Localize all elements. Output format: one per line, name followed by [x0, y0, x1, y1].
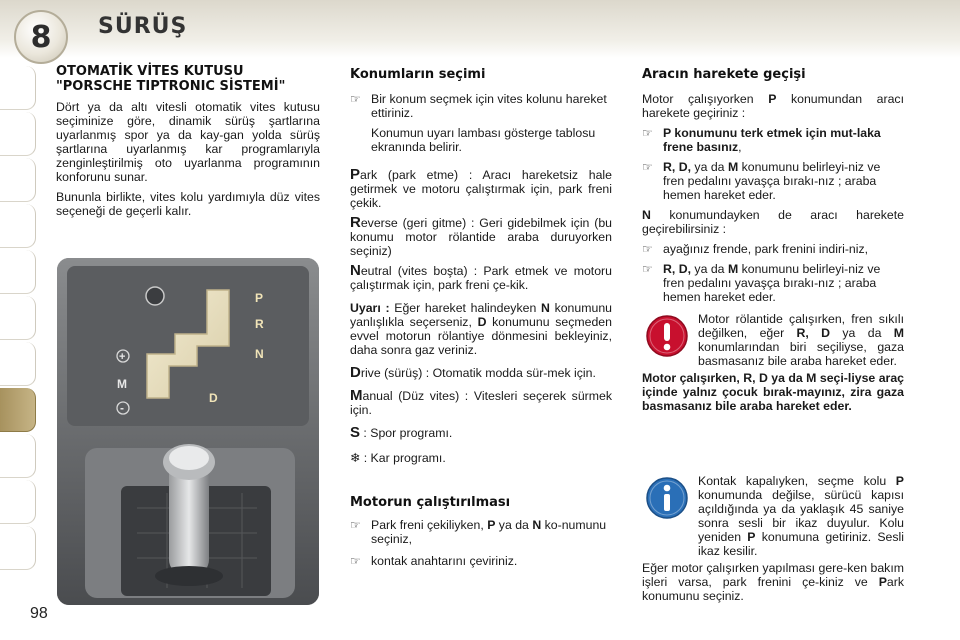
gear-label-m: M — [117, 377, 127, 391]
initial-letter: M — [350, 387, 363, 404]
paragraph-text: : Kar programı. — [360, 451, 446, 465]
key-letter: R, D — [796, 326, 831, 340]
list-item — [642, 160, 904, 202]
key-letter: N — [540, 301, 550, 315]
key-letter: P — [895, 474, 904, 488]
list-item-text: ko-numunu seçiniz, — [371, 518, 607, 546]
chapter-tab[interactable] — [0, 480, 36, 524]
list-item-text: Park freni çekiliyken, — [371, 518, 488, 532]
key-letter: R, D, — [663, 160, 692, 174]
paragraph: Dört ya da altı vitesli otomatik vites kutusu seçiminize göre, dinamik sürüş şartlarına uyarlanmış spor ya da kay-gan yolda sürüş şartlarına uyarlanmış kar programlarıyla zenginleştirilmiş oto uyarlanma programının konforunu sunar. — [56, 100, 320, 184]
initial-letter: D — [350, 364, 361, 381]
gear-selector-illustration — [57, 258, 319, 605]
section-title: Konumların seçimi — [350, 67, 486, 82]
paragraph-text: everse (geri gitme) : Geri gidebilmek için (bu konumu motor rölantide araba duruyorken seçiniz) — [350, 216, 612, 258]
list-item-text: Bir konum seçmek için vites kolunu hareket ettiriniz. — [371, 92, 607, 120]
chapter-tab[interactable] — [0, 112, 36, 156]
gear-label-minus: - — [120, 401, 124, 415]
key-letter: R, D, — [663, 262, 692, 276]
positions-column — [350, 64, 612, 568]
warning-text-part: ya da — [830, 326, 894, 340]
chapter-tab[interactable] — [0, 66, 36, 110]
list-item — [350, 554, 612, 568]
paragraph-text: konumunu seçmeden evvel motorun rölantiye dönmesini bekleyiniz, daha sonra gaz veriniz. — [350, 315, 612, 357]
paragraph-park — [350, 168, 612, 210]
paragraph-snow — [350, 451, 612, 465]
initial-letter: N — [350, 262, 361, 279]
key-letter: P — [747, 530, 756, 544]
paragraph: Bununla birlikte, vites kolu yardımıyla düz vites seçeneği de geçerli kalır. — [56, 190, 320, 218]
info-text-part: konumunda değilse, sürücü kapısı açıldığında ya da yaklaşık 45 saniye sonra sesli bir ikaz duyulur. Kolu yeniden — [698, 488, 904, 544]
warning-lead: Uyarı : — [350, 301, 390, 315]
warning-text — [642, 312, 904, 368]
section-title: Aracın harekete geçişi — [642, 67, 806, 82]
paragraph-text: Motor çalışıyorken — [642, 92, 769, 106]
list-item — [642, 262, 904, 304]
warning-text-part: konumlarından biri seçiliyse, gaza basmasanız bile araba hareket eder. — [698, 340, 904, 368]
info-text-part: konumuna getiriniz. Sesli ikaz kesilir. — [698, 530, 904, 558]
initial-letter: S — [350, 424, 361, 441]
chapter-tab[interactable] — [0, 526, 36, 570]
paragraph: Konumun uyarı lambası gösterge tablosu ekranında belirir. — [371, 126, 596, 154]
warning-bold-text: Motor çalışırken, R, D ya da M seçi-liyse araç içinde yalnız çocuk bırak-mayınız, zira gaza basmasanız bile araba hareket eder. — [642, 371, 904, 413]
chapter-tab[interactable] — [0, 296, 36, 340]
chapter-badge: 8 — [14, 10, 68, 64]
list-item-text: konumunu belirleyi-niz ve fren pedalını yavaşça bırakı-nız ; araba hemen hareket eder. — [663, 160, 881, 202]
key-letter: D — [477, 315, 487, 329]
paragraph-text: konumunu yanlışlıkla seçerseniz, — [350, 301, 612, 329]
paragraph-text: eutral (vites boşta) : Park etmek ve motoru çalıştırmak için, park freni çe-kik. — [350, 264, 612, 292]
initial-letter: P — [350, 166, 361, 183]
pointing-hand-icon: ☞ — [350, 92, 361, 106]
paragraph-text: Eğer hareket halindeyken — [389, 301, 541, 315]
chapter-tab-active[interactable] — [0, 388, 36, 432]
paragraph-text: rive (sürüş) : Otomatik modda sür-mek için. — [360, 366, 596, 380]
chapter-tabs — [0, 66, 36, 572]
warning-note — [642, 312, 904, 413]
chapter-tab[interactable] — [0, 434, 36, 478]
list-item-text: kontak anahtarını çeviriniz. — [371, 554, 518, 568]
warning-text-part: Motor rölantide çalışırken, fren sıkılı değilken, eğer — [698, 312, 904, 340]
intro-column — [56, 64, 320, 218]
list-item — [642, 126, 904, 154]
chapter-tab[interactable] — [0, 250, 36, 294]
list-item — [350, 518, 612, 546]
key-letter: N — [642, 208, 651, 222]
snowflake-icon: ❄ — [350, 451, 361, 465]
key-letter: P — [487, 518, 496, 532]
list-item — [350, 92, 612, 120]
warning-bold — [642, 371, 904, 413]
paragraph-drive — [350, 366, 612, 380]
gear-label-d: D — [209, 391, 218, 405]
chapter-tab[interactable] — [0, 158, 36, 202]
chapter-tab[interactable] — [0, 342, 36, 386]
key-letter: M — [727, 262, 739, 276]
gear-label-r: R — [255, 317, 264, 331]
list-item-text: , — [738, 140, 742, 154]
paragraph-text: konumundayken de aracı harekete geçirebilirsiniz : — [642, 208, 904, 236]
pointing-hand-icon: ☞ — [642, 262, 653, 276]
paragraph-neutral — [350, 264, 612, 292]
chapter-tab[interactable] — [0, 204, 36, 248]
info-text-part: Eğer motor çalışırken yapılması gere-ken bakım işleri varsa, park frenini çe-kiniz ve — [642, 561, 904, 589]
pointing-hand-icon: ☞ — [350, 554, 361, 568]
page-number: 98 — [30, 605, 48, 622]
pointing-hand-icon: ☞ — [642, 126, 653, 140]
pointing-hand-icon: ☞ — [642, 242, 653, 256]
list-item-text: ya da — [691, 262, 728, 276]
paragraph-text: ark (park etme) : Aracı hareketsiz hale getirmek ve motoru çalıştırmak için, park freni çekik. — [350, 168, 612, 210]
info-text-part: Kontak kapalıyken, seçme kolu — [698, 474, 896, 488]
list-item-text: ayağınız frende, park frenini indiri-niz, — [663, 242, 869, 256]
page-title: SÜRÜŞ — [98, 14, 188, 39]
initial-letter: R — [350, 214, 361, 231]
gear-label-n: N — [255, 347, 264, 361]
start-column — [642, 64, 904, 304]
paragraph-warning — [350, 301, 612, 357]
list-item-text: konumunu belirleyi-niz ve fren pedalını yavaşça bırakı-nız ; araba hemen hareket eder. — [663, 262, 881, 304]
list-item-text: P konumunu terk etmek için mut-laka frene basınız — [663, 126, 881, 154]
pointing-hand-icon: ☞ — [642, 160, 653, 174]
paragraph-manual — [350, 389, 612, 417]
paragraph-sport — [350, 426, 612, 440]
paragraph-reverse — [350, 216, 612, 258]
paragraph-text: anual (Düz vites) : Vitesleri seçerek sürmek için. — [350, 389, 612, 417]
paragraph-text: : Spor programı. — [360, 426, 453, 440]
paragraph — [642, 208, 904, 236]
key-letter: N — [532, 518, 542, 532]
info-note — [642, 474, 904, 603]
gear-selector-photo — [57, 258, 319, 605]
info-text-part: ark konumunu seçiniz. — [642, 575, 904, 603]
list-item-text: ya da — [495, 518, 533, 532]
info-paragraph — [642, 561, 904, 603]
section-title: OTOMATİK VİTES KUTUSU "PORSCHE TIPTRONIC SİSTEMİ" — [56, 64, 286, 94]
key-letter: M — [893, 326, 905, 340]
gear-label-p: P — [255, 291, 264, 305]
list-item-text: ya da — [691, 160, 728, 174]
key-letter: P — [768, 92, 777, 106]
gear-label-plus: + — [119, 351, 126, 363]
section-title: Motorun çalıştırılması — [350, 495, 511, 510]
paragraph — [642, 92, 904, 120]
info-text — [642, 474, 904, 558]
pointing-hand-icon: ☞ — [350, 518, 361, 532]
key-letter: P — [878, 575, 887, 589]
paragraph-text: konumundan aracı harekete geçiriniz : — [642, 92, 904, 120]
list-item — [642, 242, 904, 256]
key-letter: M — [727, 160, 739, 174]
